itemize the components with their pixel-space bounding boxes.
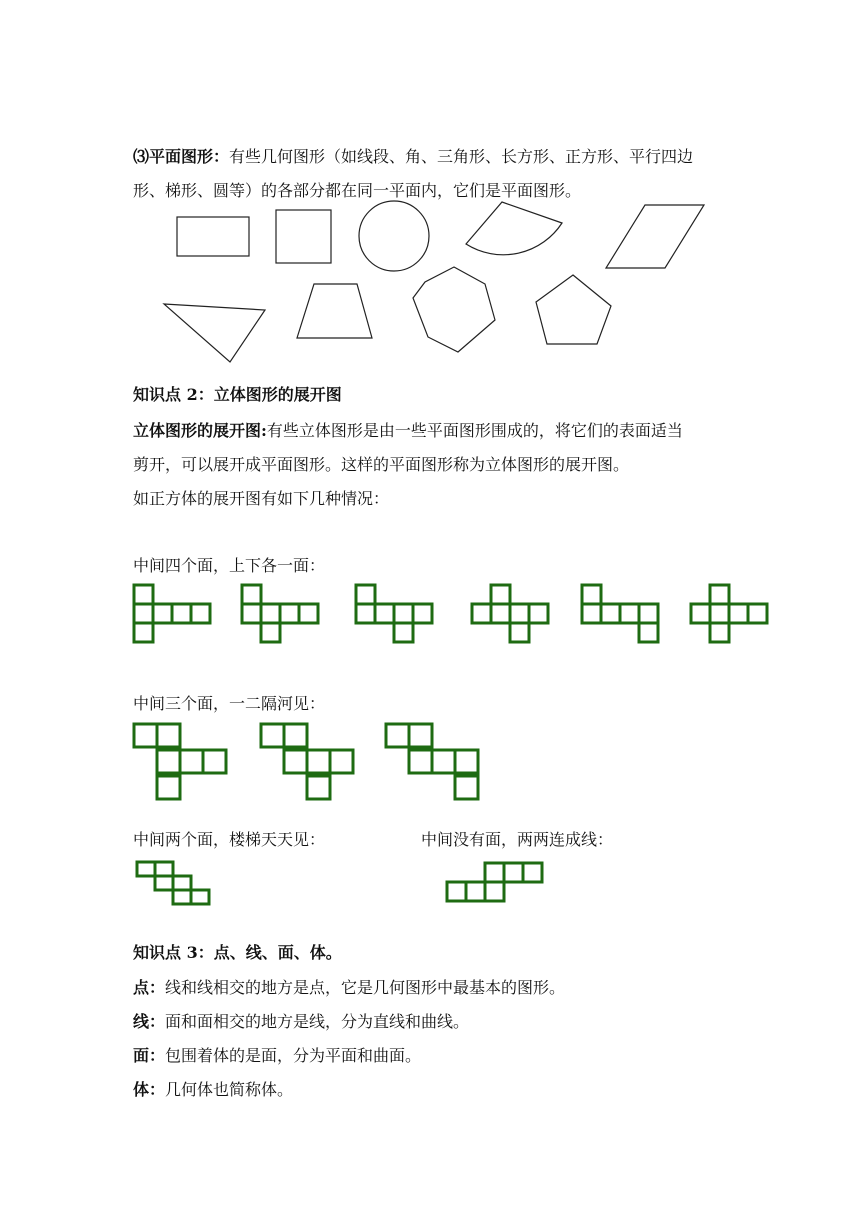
kp2-heading: 知识点 2：立体图形的展开图 <box>133 385 342 404</box>
kp3-text-solid: 几何体也简称体。 <box>165 1080 294 1099</box>
case3-label: 中间两个面，楼梯天天见： <box>133 830 326 849</box>
kp2-definition-label: 立体图形的展开图: <box>133 421 267 440</box>
plane-figures-line-2: 形、梯形、圆等）的各部分都在同一平面内，它们是平面图形。 <box>133 181 582 200</box>
kp3-item-line <box>133 1011 469 1033</box>
kp2-definition-line-2: 剪开，可以展开成平面图形。这样的平面图形称为立体图形的展开图。 <box>133 455 630 474</box>
kp3-item-point <box>133 977 565 999</box>
kp3-term-solid: 体： <box>133 1080 166 1099</box>
case1-label: 中间四个面，上下各一面： <box>133 556 326 575</box>
plane-figures-text-1: 有些几何图形（如线段、角、三角形、长方形、正方形、平行四边 <box>229 147 694 166</box>
kp3-heading: 知识点 3：点、线、面、体。 <box>133 943 342 962</box>
kp3-item-surface <box>133 1045 421 1067</box>
kp3-text-line: 面和面相交的地方是线，分为直线和曲线。 <box>165 1012 470 1031</box>
cube-nets-intro: 如正方体的展开图有如下几种情况： <box>133 489 390 508</box>
kp3-text-point: 线和线相交的地方是点，它是几何图形中最基本的图形。 <box>165 978 566 997</box>
kp3-term-point: 点： <box>133 978 166 997</box>
kp2-definition-text: 有些立体图形是由一些平面图形围成的，将它们的表面适当 <box>266 421 683 440</box>
kp3-text-surface: 包围着体的是面，分为平面和曲面。 <box>165 1046 422 1065</box>
kp3-term-surface: 面： <box>133 1046 166 1065</box>
kp3-item-solid <box>133 1079 293 1101</box>
case2-label: 中间三个面，一二隔河见： <box>133 694 326 713</box>
case4-label: 中间没有面，两两连成线： <box>421 830 614 849</box>
kp3-term-line: 线： <box>133 1012 166 1031</box>
plane-figures-label: ⑶平面图形： <box>133 147 230 166</box>
